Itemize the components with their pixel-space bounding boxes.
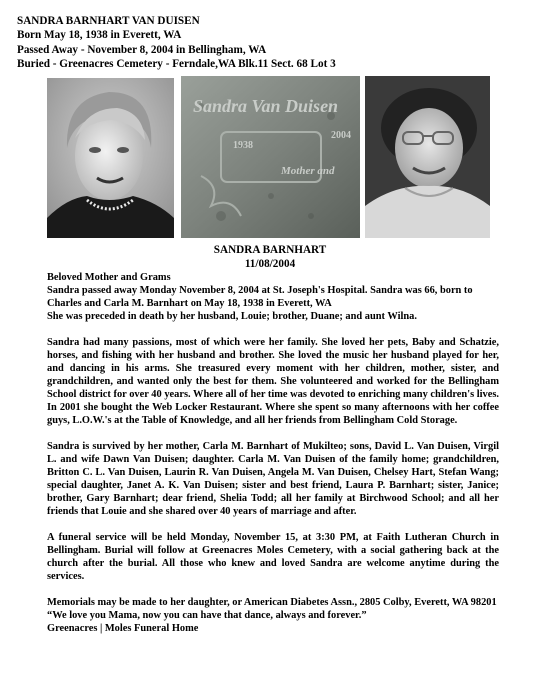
passions-paragraph: Sandra had many passions, most of which were her family. She loved her pets, Baby and Schatzie, horses, and fishing with her husband and brother. She loved the music her husband played for her, and dancing in his arms. She treasured every moment with her children, mother, sister, and grandchildren, and wanted only the best for them. She volunteered and worked for the Bellingham School district for over 40 years. Where all of her time was devoted to enriching many children's lives. In 2001 she bought the Web Locker Restaurant. Where she spent so many afternoons with her coffee guys, L.O.W.'s at the Table of Knowledge, and all her friends from Bellingham Cold Storage. xyxy=(47,337,499,426)
service-paragraph: A funeral service will be held Monday, November 15, at 3:30 PM, at Faith Lutheran Church in Bellingham. Burial will follow at Greenacres Moles Cemetery, with a social gathering back at the church after the burial. All those who knew and loved Sandra are welcome anytime during the services. xyxy=(47,532,499,582)
headstone-photo xyxy=(181,76,360,238)
obituary-body xyxy=(47,271,499,635)
header-buried: Buried - Greenacres Cemetery - Ferndale,WA Blk.11 Sect. 68 Lot 3 xyxy=(17,58,336,71)
young-portrait-photo xyxy=(47,78,174,238)
headstone-name: Sandra Van Duisen xyxy=(193,96,339,116)
header-name: SANDRA BARNHART VAN DUISEN xyxy=(17,15,200,27)
funeral-home-text: Greenacres | Moles Funeral Home xyxy=(47,623,199,634)
memorials-text: Memorials may be made to her daughter, or American Diabetes Assn., 2805 Colby, Everett, WA 98201 xyxy=(47,597,497,608)
intro-line: Beloved Mother and Grams xyxy=(47,272,171,283)
title-date: 11/08/2004 xyxy=(244,258,296,270)
headstone-year-right: 2004 xyxy=(331,130,351,141)
survivors-paragraph: Sandra is survived by her mother, Carla M. Barnhart of Mukilteo; sons, David L. Van Duisen, Virgil L. and wife Dawn Van Duisen; daughter. Carla M. Van Duisen of the family home; grandchildren, Britton C. L. Van Duisen, Laurin R. Van Duisen, Angela M. Van Duisen, Chelsey Hart, Stefan Wang; special daughter, Janet A. K. Van Duisen; sister and best friend, Laura P. Barnhart; sister, Janice; brother, Gary Barnhart; dear friend, Shelia Todd; all her family at Birchwood School; and all her friends that Louie and she shared over 40 years of marriage and after. xyxy=(47,441,499,517)
header-block xyxy=(17,14,336,72)
header-passed: Passed Away - November 8, 2004 in Bellingham, WA xyxy=(17,43,267,56)
passing-text: Sandra passed away Monday November 8, 2004 at St. Joseph's Hospital. Sandra was 66, born to Charles and Carla M. Barnhart on May 18, 1938 in Everett, WA xyxy=(47,285,473,309)
older-portrait-photo xyxy=(365,76,490,238)
quote-text: “We love you Mama, now you can have that dance, always and forever.” xyxy=(47,610,367,621)
headstone-caption: Mother and xyxy=(281,165,335,177)
title-name: SANDRA BARNHART xyxy=(213,244,327,256)
headstone-year-left: 1938 xyxy=(233,140,253,151)
preceded-text: She was preceded in death by her husband, Louie; brother, Duane; and aunt Wilna. xyxy=(47,311,417,322)
header-born: Born May 18, 1938 in Everett, WA xyxy=(17,29,182,42)
